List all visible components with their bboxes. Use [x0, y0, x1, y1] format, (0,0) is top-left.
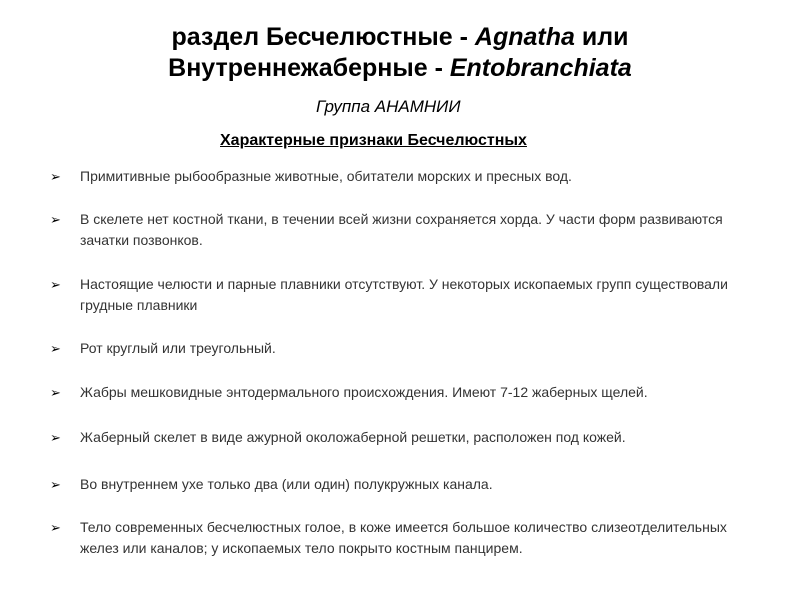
- list-item-text: Рот круглый или треугольный.: [80, 340, 276, 356]
- title-line-2-prefix: Внутреннежаберные -: [168, 54, 450, 82]
- arrow-bullet-icon: ➢: [50, 341, 61, 356]
- list-item: [50, 382, 740, 403]
- title-line-1-prefix: раздел Бесчелюстные -: [171, 23, 475, 51]
- arrow-bullet-icon: ➢: [50, 169, 61, 184]
- list-item-text: Настоящие челюсти и парные плавники отсутствуют. У некоторых ископаемых групп существовали грудные плавники: [80, 276, 728, 313]
- list-item-text: Жаберный скелет в виде ажурной околожаберной решетки, расположен под кожей.: [80, 429, 626, 445]
- list-item-text: Жабры мешковидные энтодермального происхождения. Имеют 7-12 жаберных щелей.: [80, 384, 648, 400]
- arrow-bullet-icon: ➢: [50, 430, 61, 445]
- group-label: Группа АНАМНИИ: [316, 97, 461, 116]
- title-latin-entobranchiata: Entobranchiata: [449, 54, 632, 82]
- list-item-text: Тело современных бесчелюстных голое, в коже имеется большое количество слизеотделительных желез или каналов; у ископаемых тело покрыто костным панцирем.: [80, 519, 727, 556]
- arrow-bullet-icon: ➢: [50, 477, 61, 492]
- list-item-text: Во внутреннем ухе только два (или один) полукружных канала.: [80, 476, 493, 492]
- arrow-bullet-icon: ➢: [50, 277, 61, 292]
- arrow-bullet-icon: ➢: [50, 212, 61, 227]
- title-latin-agnatha: Agnatha: [474, 23, 575, 51]
- arrow-bullet-icon: ➢: [50, 520, 61, 535]
- arrow-bullet-icon: ➢: [50, 385, 61, 400]
- list-item: [50, 427, 740, 448]
- list-item: [50, 166, 740, 187]
- title-line-1-suffix: или: [574, 23, 629, 51]
- list-item: [50, 209, 740, 251]
- list-item: [50, 338, 740, 359]
- list-item-text: Примитивные рыбообразные животные, обитатели морских и пресных вод.: [80, 168, 572, 184]
- list-item: [50, 474, 740, 495]
- list-item: [50, 274, 740, 316]
- section-subtitle: Характерные признаки Бесчелюстных: [220, 132, 527, 149]
- list-item-text: В скелете нет костной ткани, в течении всей жизни сохраняется хорда. У части форм развиваются зачатки позвонков.: [80, 211, 723, 248]
- list-item: [50, 517, 740, 559]
